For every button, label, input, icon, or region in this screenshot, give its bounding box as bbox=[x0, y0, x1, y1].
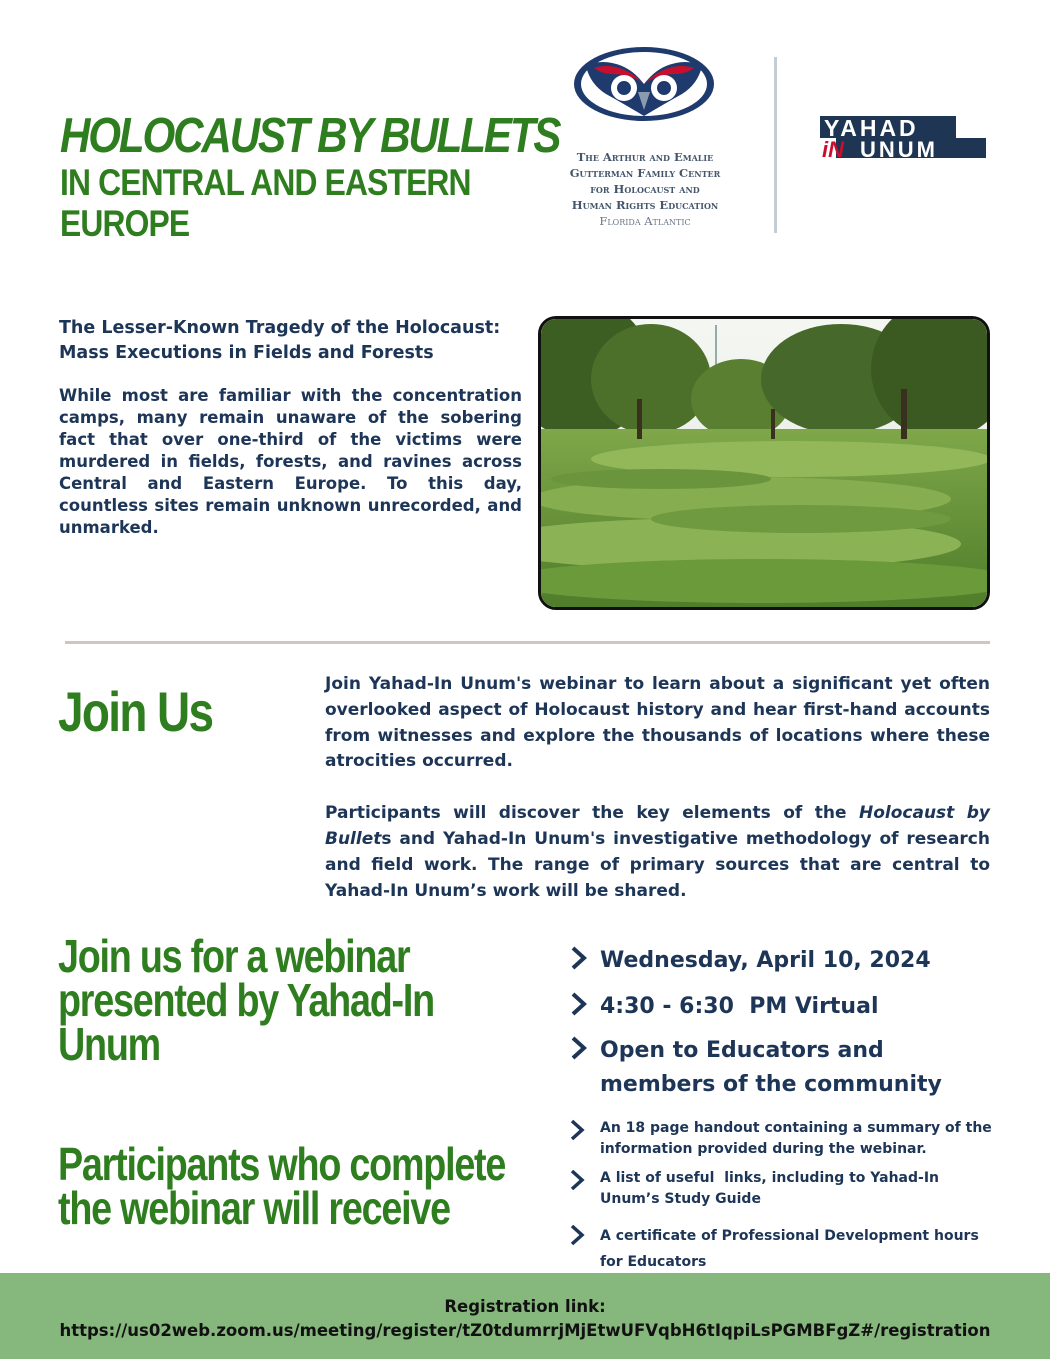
join-paragraph-2-post: s and Yahad-In Unum's investigative methodology of research and field work. The range of primary sources that are central to Yahad-In Unum’s work will be shared. bbox=[325, 828, 990, 901]
intro-body: While most are familiar with the concentration camps, many remain unaware of the sobering fact that over one-third of the victims were murdered in fields, forests, and ravines across Central and Eastern Europe. To this day, countless sites remain unknown unrecorded, and unmarked. bbox=[59, 386, 522, 537]
center-name-line: for Holocaust and bbox=[590, 182, 700, 196]
registration-label: Registration link: bbox=[444, 1297, 606, 1316]
join-paragraph-2-pre: Participants will discover the key elements of the bbox=[325, 803, 859, 824]
detail-time-text: 4:30 - 6:30 PM Virtual bbox=[600, 994, 879, 1019]
receive-item bbox=[566, 1118, 1006, 1160]
chevron-right-icon bbox=[566, 1118, 588, 1142]
intro-heading: The Lesser-Known Tragedy of the Holocaust: Mass Executions in Fields and Forests bbox=[59, 318, 501, 363]
owl-logo bbox=[572, 44, 716, 126]
receive-title: Participants who complete the webinar will receive bbox=[58, 1138, 506, 1234]
receive-item-text: An 18 page handout containing a summary of the information provided during the webinar. bbox=[600, 1120, 992, 1157]
chevron-right-icon bbox=[566, 1034, 592, 1062]
detail-audience-text: Open to Educators and members of the community bbox=[600, 1038, 942, 1097]
yahad-logo-bottom: UNUM bbox=[860, 137, 938, 160]
header-divider bbox=[774, 57, 777, 233]
join-paragraph-2-italic: Holocaust by Bullet bbox=[325, 803, 991, 849]
sub-title: IN CENTRAL AND EASTERN EUROPE bbox=[60, 162, 471, 244]
gutterman-center-name bbox=[540, 149, 750, 229]
receive-item bbox=[566, 1168, 1006, 1210]
center-name-line: The Arthur and Emalie bbox=[576, 150, 714, 164]
yahad-logo-top: YAHAD bbox=[824, 115, 919, 141]
join-body bbox=[325, 672, 990, 904]
center-name-line: Human Rights Education bbox=[571, 198, 719, 212]
detail-date bbox=[566, 944, 1006, 978]
main-title: HOLOCAUST BY BULLETS bbox=[60, 109, 560, 163]
receive-item bbox=[566, 1223, 1006, 1275]
join-paragraph-1: Join Yahad-In Unum's webinar to learn about a significant yet often overlooked aspect of Holocaust history and hear first-hand accounts from witnesses and explore the thousands of locations where these atrocities occurred. bbox=[325, 674, 990, 772]
yahad-in-unum-logo bbox=[820, 114, 986, 160]
chevron-right-icon bbox=[566, 1168, 588, 1192]
receive-item-text: A list of useful links, including to Yahad-In Unum’s Study Guide bbox=[600, 1170, 944, 1207]
chevron-right-icon bbox=[566, 944, 592, 972]
detail-date-text: Wednesday, April 10, 2024 bbox=[600, 948, 931, 973]
field-photo bbox=[538, 316, 990, 610]
join-us-title: Join Us bbox=[58, 680, 213, 743]
registration-footer bbox=[0, 1273, 1050, 1359]
webinar-title: Join us for a webinar presented by Yahad-In Unum bbox=[58, 930, 434, 1070]
center-name-line: Gutterman Family Center bbox=[569, 166, 721, 180]
center-name-line: Florida Atlantic bbox=[599, 214, 691, 228]
detail-audience bbox=[566, 1034, 1006, 1102]
chevron-right-icon bbox=[566, 1223, 588, 1247]
registration-link[interactable]: https://us02web.zoom.us/meeting/register/tZ0tdumrrjMjEtwUFVqbH6tIqpiLsPGMBFgZ#/registration bbox=[59, 1321, 991, 1340]
chevron-right-icon bbox=[566, 990, 592, 1018]
receive-item-text: A certificate of Professional Development hours for Educators bbox=[600, 1228, 979, 1270]
section-divider bbox=[65, 641, 990, 644]
detail-time bbox=[566, 990, 1006, 1024]
join-paragraph-2 bbox=[325, 801, 990, 904]
yahad-logo-in: iN bbox=[822, 137, 844, 160]
